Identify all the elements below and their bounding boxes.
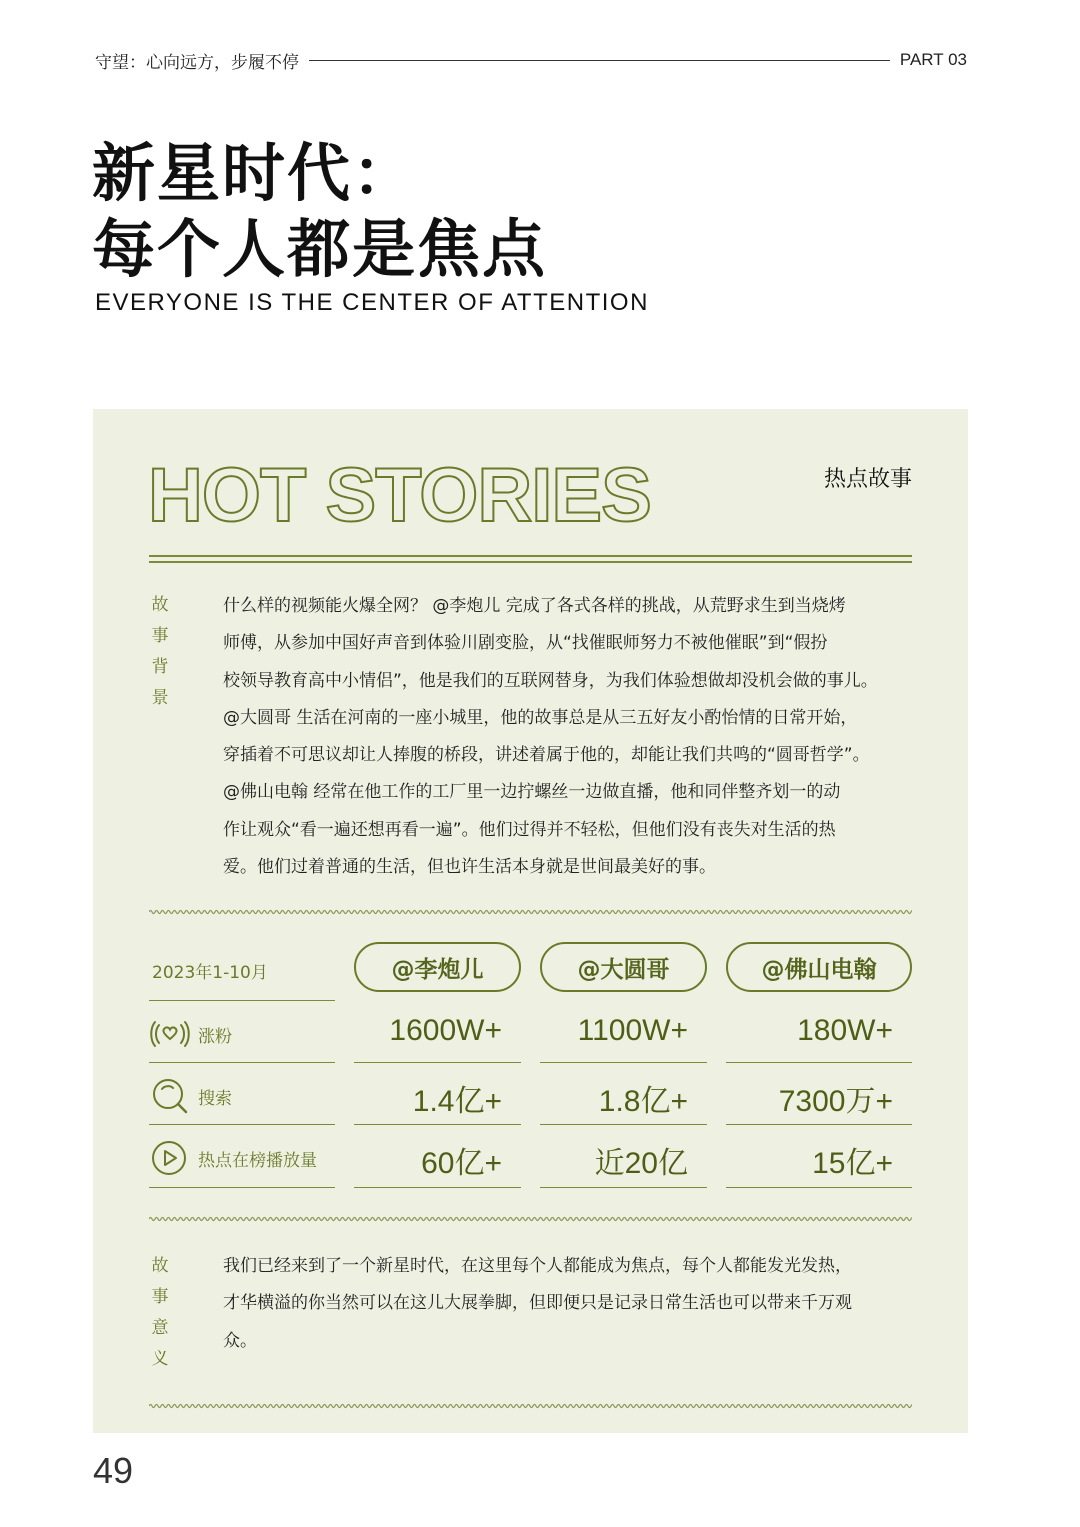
table-rule (354, 1062, 521, 1063)
table-rule (540, 1187, 707, 1188)
paragraph-line: 才华横溢的你当然可以在这儿大展拳脚，但即便只是记录日常生活也可以带来千万观 (223, 1293, 852, 1314)
table-rule (149, 1062, 335, 1063)
row-label-plays (150, 1138, 317, 1178)
table-rule (726, 1187, 912, 1188)
paragraph-line: 什么样的视频能火爆全网？ @李炮儿 完成了各式各样的挑战，从荒野求生到当烧烤 (223, 596, 846, 616)
table-rule (354, 1124, 521, 1125)
paragraph-line: 我们已经来到了一个新星时代，在这里每个人都能成为焦点，每个人都能发光发热， (223, 1256, 852, 1276)
person-pill: @大圆哥 (540, 942, 707, 992)
paragraph-line: 校领导教育高中小情侣”，他是我们的互联网替身，为我们体验想做却没机会做的事儿。 (223, 670, 878, 691)
paragraph-line: 爱。他们过着普通的生活，但也许生活本身就是世间最美好的事。 (223, 857, 716, 878)
value-cell: 1600W+ (389, 1014, 502, 1047)
value-cell: 1100W+ (577, 1014, 688, 1047)
table-rule (149, 1000, 335, 1001)
table-rule (540, 1124, 707, 1125)
table-period: 2023年1-10月 (152, 963, 268, 983)
page-number: 49 (93, 1450, 134, 1491)
table-rule (149, 1124, 335, 1125)
row-label-search (150, 1076, 232, 1116)
meaning-label-char: 义 (151, 1349, 169, 1369)
search-icon (150, 1076, 190, 1116)
paragraph-line: 师傅，从参加中国好声音到体验川剧变脸，从“找催眠师努力不被他催眠”到“假扮 (223, 633, 828, 654)
person-pill: @李炮儿 (354, 942, 521, 992)
table-rule (149, 1187, 335, 1188)
value-cell: 近20亿 (594, 1147, 688, 1180)
section-title: 守望：心向远方，步履不停 (95, 52, 299, 73)
value-cell: 180W+ (797, 1014, 893, 1047)
paragraph-line: 众。 (223, 1330, 257, 1351)
paragraph-line: 穿插着不可思议却让人捧腹的桥段，讲述着属于他的，却能让我们共鸣的“圆哥哲学”。 (223, 745, 870, 766)
value-cell: 1.8亿+ (598, 1085, 688, 1118)
paragraph-line: @大圆哥 生活在河南的一座小城里，他的故事总是从三五好友小酌怡情的日常开始， (223, 707, 858, 728)
background-paragraph (223, 588, 913, 886)
row-label-text: 涨粉 (198, 1026, 232, 1047)
meaning-label-char: 故 (151, 1256, 169, 1276)
person-pill: @佛山电翰 (726, 942, 912, 992)
running-header (95, 46, 967, 74)
background-label-char: 景 (151, 688, 169, 708)
title-line-1: 新星时代： (92, 137, 417, 210)
row-label-text: 热点在榜播放量 (198, 1150, 317, 1171)
table-rule (540, 1062, 707, 1063)
header-rule (309, 60, 890, 61)
paragraph-line: @佛山电翰 经常在他工作的工厂里一边拧螺丝一边做直播，他和同伴整齐划一的动 (223, 782, 841, 803)
title-english: EVERYONE IS THE CENTER OF ATTENTION (95, 289, 649, 316)
background-label (150, 590, 170, 714)
wavy-divider (149, 1402, 912, 1410)
table-rule (726, 1062, 912, 1063)
page-title (92, 136, 547, 288)
hot-stories-heading: HOT STORIES (148, 453, 651, 538)
wavy-divider (149, 908, 912, 916)
wavy-divider (149, 1215, 912, 1223)
hot-stories-heading-cn: 热点故事 (823, 467, 912, 492)
play-icon (150, 1138, 190, 1178)
row-label-fans (150, 1014, 232, 1054)
table-rule (354, 1187, 521, 1188)
value-cell: 7300万+ (778, 1085, 893, 1118)
meaning-label-char: 事 (151, 1287, 169, 1307)
meaning-label (150, 1251, 170, 1375)
table-rule (726, 1124, 912, 1125)
background-label-char: 事 (151, 626, 169, 646)
fans-growth-icon (150, 1014, 190, 1054)
value-cell: 15亿+ (812, 1147, 893, 1180)
background-label-char: 背 (151, 657, 169, 677)
value-cell: 60亿+ (421, 1147, 502, 1180)
double-divider (149, 555, 912, 563)
meaning-paragraph (223, 1248, 913, 1360)
paragraph-line: 作让观众“看一遍还想再看一遍”。他们过得并不轻松，但他们没有丧失对生活的热 (223, 819, 836, 840)
value-cell: 1.4亿+ (412, 1085, 502, 1118)
title-line-2: 每个人都是焦点 (92, 213, 547, 286)
row-label-text: 搜索 (198, 1088, 232, 1109)
part-label: PART 03 (899, 50, 967, 69)
meaning-label-char: 意 (151, 1318, 169, 1338)
background-label-char: 故 (151, 595, 169, 615)
